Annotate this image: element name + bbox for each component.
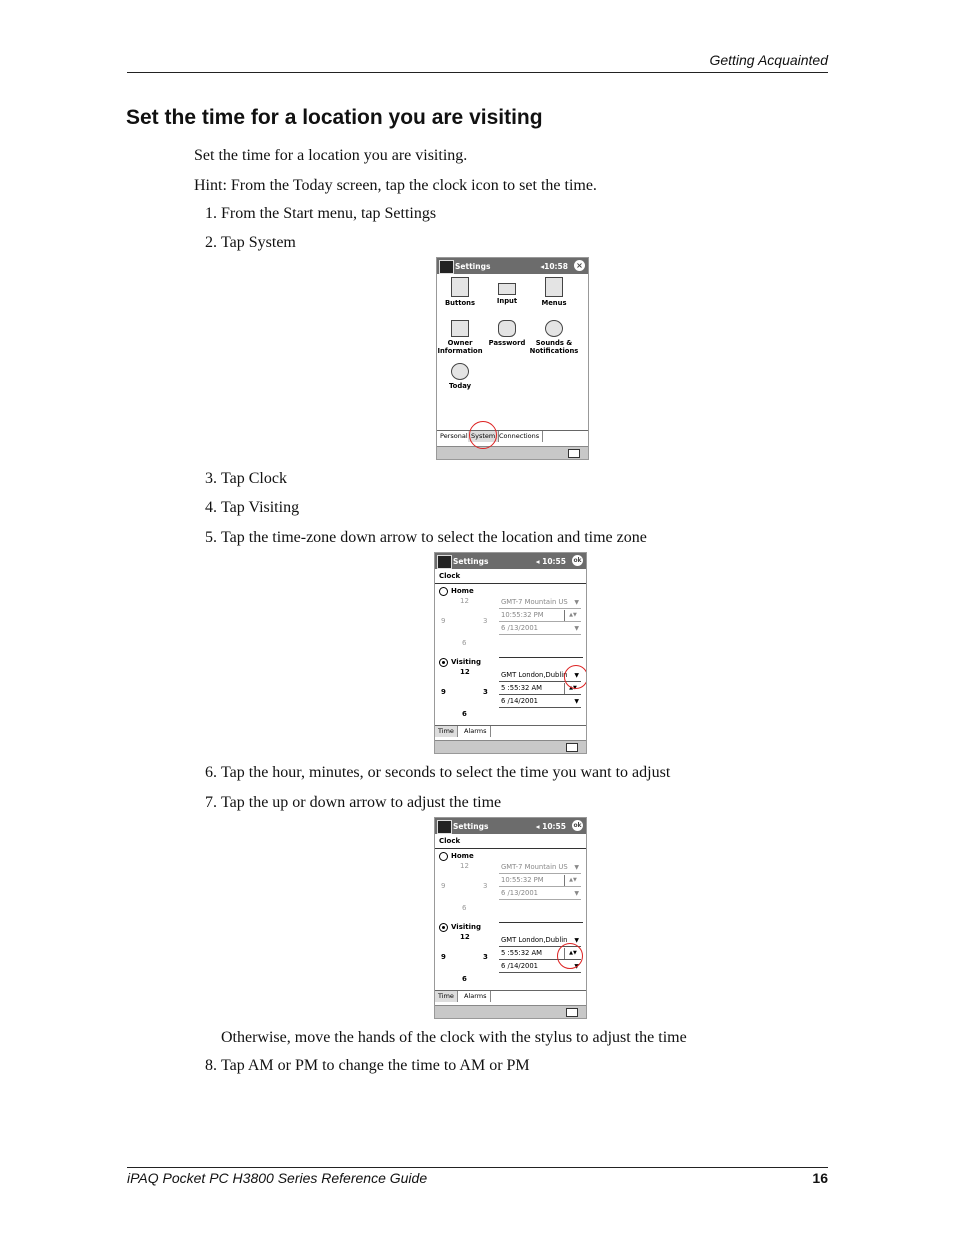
- tab-alarms: Alarms: [461, 726, 491, 737]
- hint-text: Hint: From the Today screen, tap the clock icon to set the time.: [194, 177, 597, 194]
- settings-system-screenshot: [436, 257, 589, 460]
- divider: [435, 848, 586, 849]
- clock-heading: Clock: [439, 572, 461, 580]
- home-zone-field: GMT-7 Mountain US ▼: [499, 597, 581, 609]
- clock-visiting-screenshot-1: [434, 552, 587, 754]
- ok-icon: ok: [573, 822, 582, 829]
- visit-time-field: 5 :55:32 AM ▲▼: [499, 683, 581, 695]
- page-number: 16: [812, 1170, 828, 1186]
- visit-zone-field: GMT London,Dublin ▼: [499, 670, 581, 682]
- windows-flag-icon: [437, 820, 452, 834]
- home-time-field: 10:55:32 PM ▲▼: [499, 875, 581, 887]
- tab-bar: [437, 430, 588, 443]
- dropdown-arrow-icon: ▼: [574, 864, 579, 871]
- keyboard-icon: [568, 449, 580, 458]
- tab-bar: [435, 725, 586, 738]
- keyboard-icon: [566, 1008, 578, 1017]
- close-icon: ×: [574, 260, 585, 271]
- highlight-circle: [469, 421, 497, 449]
- title-bar: [437, 258, 588, 274]
- tab-time: Time: [435, 726, 458, 737]
- sounds-notifications-icon: Sounds & Notifications: [528, 320, 580, 355]
- screen-title: Settings: [453, 557, 489, 566]
- divider: [435, 583, 586, 584]
- password-icon: Password: [481, 320, 533, 347]
- screen-title: Settings: [455, 262, 491, 271]
- visit-zone-field: GMT London,Dublin ▼: [499, 935, 581, 947]
- running-header: Getting Acquainted: [709, 52, 828, 68]
- input-panel-bar: [437, 446, 588, 459]
- home-clock-dial: 12 3 6 9: [441, 862, 488, 912]
- visiting-radio: [439, 923, 448, 932]
- visit-date-field: 6 /14/2001 ▼: [499, 696, 581, 708]
- divider: [499, 922, 583, 923]
- windows-flag-icon: [439, 260, 454, 274]
- clock-time: ◂​10:58: [540, 262, 568, 271]
- home-label: Home: [451, 852, 474, 860]
- spin-arrows-icon: ▲▼: [564, 683, 581, 694]
- input-panel-bar: [435, 740, 586, 753]
- visiting-radio: [439, 658, 448, 667]
- highlight-circle: [564, 665, 587, 689]
- tab-system: System: [468, 431, 499, 442]
- clock-time: ◂ 10:55: [535, 557, 566, 566]
- dropdown-arrow-icon: ▼: [574, 937, 579, 944]
- spin-arrows-icon: ▲▼: [564, 948, 581, 959]
- home-time-field: 10:55:32 PM ▲▼: [499, 610, 581, 622]
- dropdown-arrow-icon: ▼: [574, 625, 579, 632]
- title-bar: [435, 818, 586, 834]
- home-radio: [439, 587, 448, 596]
- home-zone-field: GMT-7 Mountain US ▼: [499, 862, 581, 874]
- home-radio: [439, 852, 448, 861]
- title-bar: [435, 553, 586, 569]
- visiting-clock-dial: 12 3 6 9: [441, 933, 488, 983]
- spin-arrows-icon: ▲▼: [564, 610, 581, 621]
- clock-visiting-screenshot-2: [434, 817, 587, 1019]
- highlight-circle: [557, 943, 583, 969]
- visit-date-field: 6 /14/2001 ▼: [499, 961, 581, 973]
- tab-bar: [435, 990, 586, 1003]
- input-panel-bar: [435, 1005, 586, 1018]
- dropdown-arrow-icon: ▼: [574, 698, 579, 705]
- keyboard-icon: [566, 743, 578, 752]
- home-date-field: 6 /13/2001 ▼: [499, 623, 581, 635]
- visiting-clock-dial: 12 3 6 9: [441, 668, 488, 718]
- clock-time: ◂ 10:55: [535, 822, 566, 831]
- section-title: Set the time for a location you are visiting: [126, 106, 543, 129]
- tab-personal: Personal: [437, 431, 472, 442]
- footer-guide-title: iPAQ Pocket PC H3800 Series Reference Guide: [127, 1170, 428, 1186]
- today-icon: Today: [436, 363, 486, 390]
- ok-icon: ok: [573, 557, 582, 564]
- tab-time: Time: [435, 991, 458, 1002]
- dropdown-arrow-icon: ▼: [574, 890, 579, 897]
- home-clock-dial: 12 3 6 9: [441, 597, 488, 647]
- intro-text: Set the time for a location you are visiting.: [194, 147, 468, 164]
- clock-heading: Clock: [439, 837, 461, 845]
- owner-information-icon: Owner Information: [436, 320, 486, 355]
- dropdown-arrow-icon: ▼: [574, 963, 579, 970]
- dropdown-arrow-icon: ▼: [574, 672, 579, 679]
- visit-time-field: 5 :55:32 AM ▲▼: [499, 948, 581, 960]
- divider: [499, 657, 583, 658]
- screen-title: Settings: [453, 822, 489, 831]
- tab-alarms: Alarms: [461, 991, 491, 1002]
- visiting-label: Visiting: [451, 658, 481, 666]
- buttons-icon: Buttons: [436, 277, 486, 307]
- menus-icon: Menus: [528, 277, 580, 307]
- tab-connections: Connections: [496, 431, 543, 442]
- dropdown-arrow-icon: ▼: [574, 599, 579, 606]
- input-icon: Input: [481, 277, 533, 305]
- home-label: Home: [451, 587, 474, 595]
- otherwise-text: Otherwise, move the hands of the clock with the stylus to adjust the time: [221, 1029, 687, 1046]
- header-rule: [127, 72, 828, 73]
- footer-rule: [127, 1167, 828, 1168]
- home-date-field: 6 /13/2001 ▼: [499, 888, 581, 900]
- spin-arrows-icon: ▲▼: [564, 875, 581, 886]
- visiting-label: Visiting: [451, 923, 481, 931]
- windows-flag-icon: [437, 555, 452, 569]
